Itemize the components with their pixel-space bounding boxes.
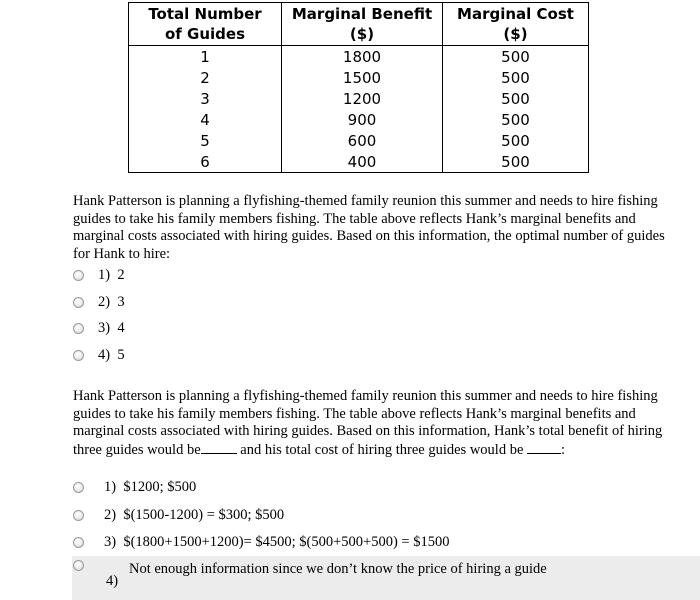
q1-option-3-label: 3) 4	[98, 320, 125, 336]
header-marginal-benefit: Marginal Benefit ($)	[282, 3, 443, 46]
cell-guides: 5	[129, 130, 282, 151]
table-row	[129, 88, 589, 109]
q1-option-2-label: 2) 3	[98, 294, 125, 310]
cell-guides: 1	[129, 46, 282, 68]
cell-cost: 500	[443, 109, 589, 130]
table-row	[129, 151, 589, 173]
cell-benefit: 600	[282, 130, 443, 151]
cell-guides: 4	[129, 109, 282, 130]
q1-option-1[interactable]	[73, 267, 125, 284]
q1-option-1-label: 1) 2	[98, 267, 125, 283]
table-row	[129, 67, 589, 88]
cell-cost: 500	[443, 46, 589, 68]
blank-cost	[527, 441, 561, 454]
cell-cost: 500	[443, 130, 589, 151]
cell-guides: 3	[129, 88, 282, 109]
cell-benefit: 400	[282, 151, 443, 173]
question2-text: Hank Patterson is planning a flyfishing-themed family reunion this summer and needs to hire fishing guides to take his family members fishing. The table above reflects Hank’s marginal benefits and marginal costs associated with hiring guides. Based on this information, Hank’s total benefit of hiring three guides would be and his total cost of hiring three guides would be :	[73, 388, 663, 458]
q2-option-4-number: 4)	[106, 573, 119, 589]
cell-cost: 500	[443, 88, 589, 109]
radio-button[interactable]	[73, 560, 84, 571]
header-marginal-cost: Marginal Cost ($)	[443, 3, 589, 46]
cell-guides: 6	[129, 151, 282, 173]
radio-button[interactable]	[73, 537, 84, 548]
radio-button[interactable]	[73, 323, 84, 334]
radio-button[interactable]	[73, 270, 84, 281]
radio-button[interactable]	[73, 297, 84, 308]
radio-button[interactable]	[73, 510, 84, 521]
q2-option-1[interactable]	[73, 479, 196, 496]
q2-option-3[interactable]	[73, 534, 450, 551]
q2-option-2[interactable]	[73, 507, 284, 524]
radio-button[interactable]	[73, 482, 84, 493]
q2-option-3-label: 3) $(1800+1500+1200)= $4500; $(500+500+500) = $1500	[104, 534, 450, 550]
q1-option-3[interactable]	[73, 320, 125, 337]
guides-table	[128, 2, 589, 173]
cell-cost: 500	[443, 151, 589, 173]
cell-benefit: 1500	[282, 67, 443, 88]
blank-benefit	[201, 441, 237, 454]
q2-option-2-label: 2) $(1500-1200) = $300; $500	[104, 507, 285, 523]
q1-option-2[interactable]	[73, 294, 125, 311]
q2-option-4-radio-wrap[interactable]	[73, 560, 84, 571]
q2-option-1-label: 1) $1200; $500	[104, 479, 197, 495]
table-row	[129, 46, 589, 68]
cell-cost: 500	[443, 67, 589, 88]
cell-benefit: 1200	[282, 88, 443, 109]
q2-option-4-label: Not enough information since we don’t know the price of hiring a guide	[129, 561, 547, 577]
cell-benefit: 900	[282, 109, 443, 130]
radio-button[interactable]	[73, 350, 84, 361]
table-row	[129, 109, 589, 130]
table-row	[129, 130, 589, 151]
q1-option-4[interactable]	[73, 347, 125, 364]
cell-benefit: 1800	[282, 46, 443, 68]
cell-guides: 2	[129, 67, 282, 88]
q1-option-4-label: 4) 5	[98, 347, 125, 363]
header-total-guides: Total Number of Guides	[129, 3, 282, 46]
question1-text: Hank Patterson is planning a flyfishing-themed family reunion this summer and needs to hire fishing guides to take his family members fishing. The table above reflects Hank’s marginal benefits and marginal costs associated with hiring guides. Based on this information, the optimal number of guides for Hank to hire:	[73, 193, 665, 262]
